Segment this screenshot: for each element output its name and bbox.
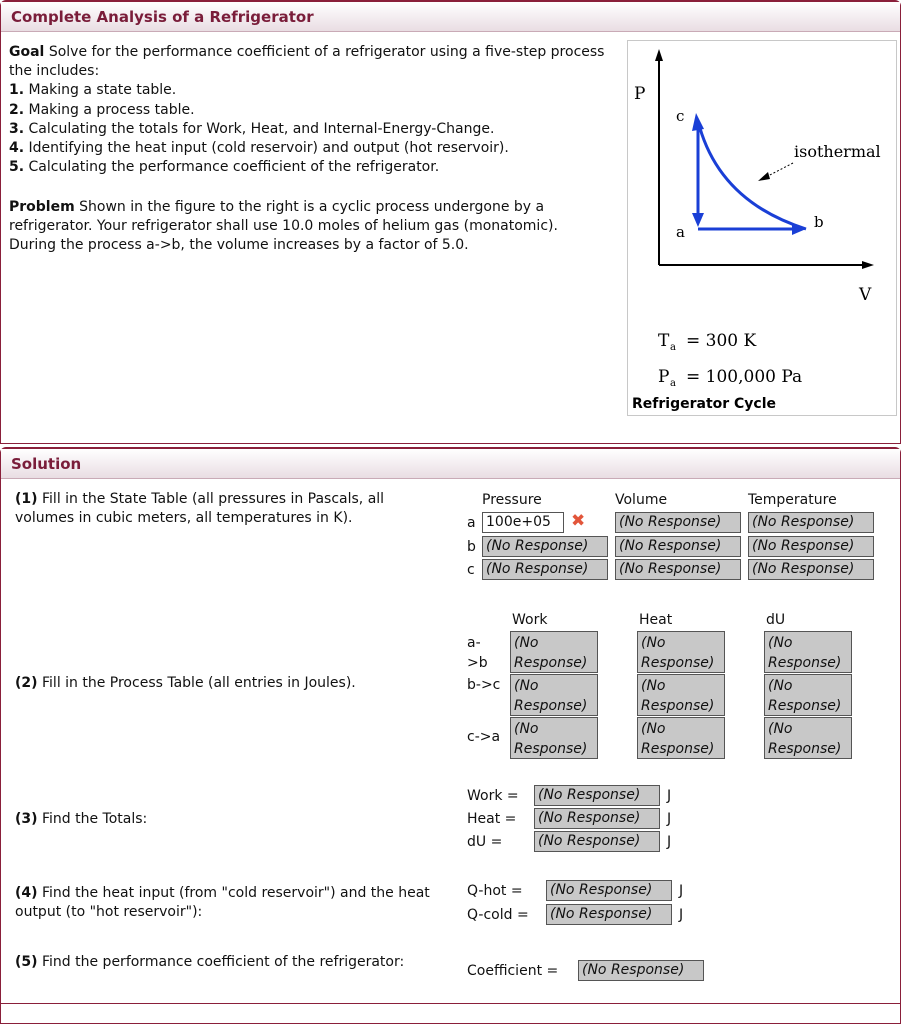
state-c-temperature-input[interactable]: (No Response) xyxy=(748,559,874,580)
step-text: Calculating the performance coefficient of the refrigerator. xyxy=(28,159,440,176)
step2-text: Fill in the Process Table (all entries in Joules). xyxy=(42,675,356,691)
pa-value: = 100,000 Pa xyxy=(686,367,803,387)
problem-text: Shown in the figure to the right is a cyclic process undergone by a refrigerator. Your refrigerator shall use 10.0 moles of helium gas (monatomic). During the process a->b, the volume increases by a factor of 5.0. xyxy=(9,199,558,254)
ta-symbol: T xyxy=(658,331,670,351)
step1-instruction xyxy=(15,490,440,528)
total-heat-unit: J xyxy=(667,811,672,827)
solution-title: Solution xyxy=(1,449,900,479)
point-a-label: a xyxy=(676,223,685,241)
total-work-unit: J xyxy=(667,788,672,804)
step5-instruction xyxy=(15,953,415,972)
panel-title: Complete Analysis of a Refrigerator xyxy=(1,2,900,32)
step4-number: (4) xyxy=(15,885,38,901)
step3-number: (3) xyxy=(15,811,38,827)
total-du-label: dU = xyxy=(467,834,503,850)
isothermal-pointer xyxy=(766,163,793,177)
state-a-volume-input[interactable]: (No Response) xyxy=(615,512,741,533)
pv-diagram xyxy=(628,41,896,415)
process-header-work: Work xyxy=(512,612,548,628)
process-c-a-arrowhead xyxy=(692,213,704,227)
problem-paragraph xyxy=(9,198,609,256)
process-ca-work-input[interactable]: (No Response) xyxy=(510,717,598,759)
coefficient-input[interactable]: (No Response) xyxy=(578,960,704,981)
step2-number: (2) xyxy=(15,675,38,691)
goal-text: Solve for the performance coefficient of a refrigerator using a five-step process the includes: xyxy=(9,44,605,80)
step5-text: Find the performance coefficient of the refrigerator: xyxy=(42,954,405,970)
process-header-du: dU xyxy=(766,612,786,628)
q-hot-label: Q-hot = xyxy=(467,883,523,899)
step-num: 5. xyxy=(9,159,25,176)
process-ca-heat-input[interactable]: (No Response) xyxy=(637,717,725,759)
process-bc-du-input[interactable]: (No Response) xyxy=(764,674,852,716)
point-b-label: b xyxy=(814,213,824,231)
step-text: Making a process table. xyxy=(28,101,195,118)
process-bc-heat-input[interactable]: (No Response) xyxy=(637,674,725,716)
state-a-temperature-input[interactable]: (No Response) xyxy=(748,512,874,533)
bottom-bar xyxy=(0,1004,901,1024)
process-ca-du-input[interactable]: (No Response) xyxy=(764,717,852,759)
coefficient-label: Coefficient = xyxy=(467,963,559,979)
total-heat-input[interactable]: (No Response) xyxy=(534,808,660,829)
step3-text: Find the Totals: xyxy=(42,811,148,827)
step-num: 2. xyxy=(9,101,25,118)
step-text: Making a state table. xyxy=(28,82,177,99)
state-row-label-b: b xyxy=(467,539,476,555)
process-ab-heat-input[interactable]: (No Response) xyxy=(637,631,725,673)
step4-text: Find the heat input (from "cold reservoir") and the heat output (to "hot reservoir"): xyxy=(15,885,430,921)
step1-text: Fill in the State Table (all pressures in Pascals, all volumes in cubic meters, all temperatures in K). xyxy=(15,491,385,527)
step4-instruction xyxy=(15,884,445,922)
pa-subscript: a xyxy=(670,378,676,389)
state-row-label-a: a xyxy=(467,515,476,531)
pa-symbol: P xyxy=(658,367,670,387)
total-heat-label: Heat = xyxy=(467,811,517,827)
process-bc-work-input[interactable]: (No Response) xyxy=(510,674,598,716)
isothermal-pointer-head xyxy=(758,172,770,181)
process-ab-du-input[interactable]: (No Response) xyxy=(764,631,852,673)
total-du-unit: J xyxy=(667,834,672,850)
state-b-temperature-input[interactable]: (No Response) xyxy=(748,536,874,557)
total-du-input[interactable]: (No Response) xyxy=(534,831,660,852)
state-c-volume-input[interactable]: (No Response) xyxy=(615,559,741,580)
ta-subscript: a xyxy=(670,342,676,353)
process-row-label-bc: b->c xyxy=(467,677,501,693)
goal-paragraph xyxy=(9,43,609,177)
state-row-label-c: c xyxy=(467,562,475,578)
step3-instruction xyxy=(15,810,440,829)
process-header-heat: Heat xyxy=(639,612,673,628)
state-header-pressure: Pressure xyxy=(482,492,542,508)
goal-label: Goal xyxy=(9,44,45,60)
q-cold-label: Q-cold = xyxy=(467,907,529,923)
p-axis-arrowhead xyxy=(655,49,663,61)
figure-caption: Refrigerator Cycle xyxy=(632,396,777,412)
state-header-volume: Volume xyxy=(615,492,668,508)
step-text: Calculating the totals for Work, Heat, and Internal-Energy-Change. xyxy=(28,120,495,137)
step-num: 3. xyxy=(9,120,25,137)
q-cold-input[interactable]: (No Response) xyxy=(546,904,672,925)
problem-label: Problem xyxy=(9,199,75,215)
p-axis-label: P xyxy=(634,84,646,104)
process-row-label-ab: a->b xyxy=(467,635,488,671)
wrong-answer-icon: ✖ xyxy=(571,511,586,531)
step-num: 4. xyxy=(9,140,25,157)
step1-number: (1) xyxy=(15,491,38,507)
total-work-input[interactable]: (No Response) xyxy=(534,785,660,806)
state-b-volume-input[interactable]: (No Response) xyxy=(615,536,741,557)
point-c-label: c xyxy=(676,107,685,125)
state-b-pressure-input[interactable]: (No Response) xyxy=(482,536,608,557)
step-text: Identifying the heat input (cold reservoir) and output (hot reservoir). xyxy=(28,140,509,157)
pv-diagram-figure xyxy=(627,40,897,416)
state-a-pressure-input[interactable]: 100e+05 xyxy=(482,512,564,533)
step-num: 1. xyxy=(9,82,25,99)
v-axis-label: V xyxy=(859,285,872,305)
isothermal-label: isothermal xyxy=(794,142,881,161)
process-row-label-ca: c->a xyxy=(467,729,501,745)
q-hot-unit: J xyxy=(679,883,684,899)
q-cold-unit: J xyxy=(679,907,684,923)
state-header-temperature: Temperature xyxy=(748,492,837,508)
state-c-pressure-input[interactable]: (No Response) xyxy=(482,559,608,580)
total-work-label: Work = xyxy=(467,788,519,804)
process-ab-work-input[interactable]: (No Response) xyxy=(510,631,598,673)
v-axis-arrowhead xyxy=(862,261,874,269)
process-b-c-curve xyxy=(698,121,806,229)
q-hot-input[interactable]: (No Response) xyxy=(546,880,672,901)
ta-value: = 300 K xyxy=(686,331,757,351)
step5-number: (5) xyxy=(15,954,38,970)
step2-instruction xyxy=(15,674,440,693)
